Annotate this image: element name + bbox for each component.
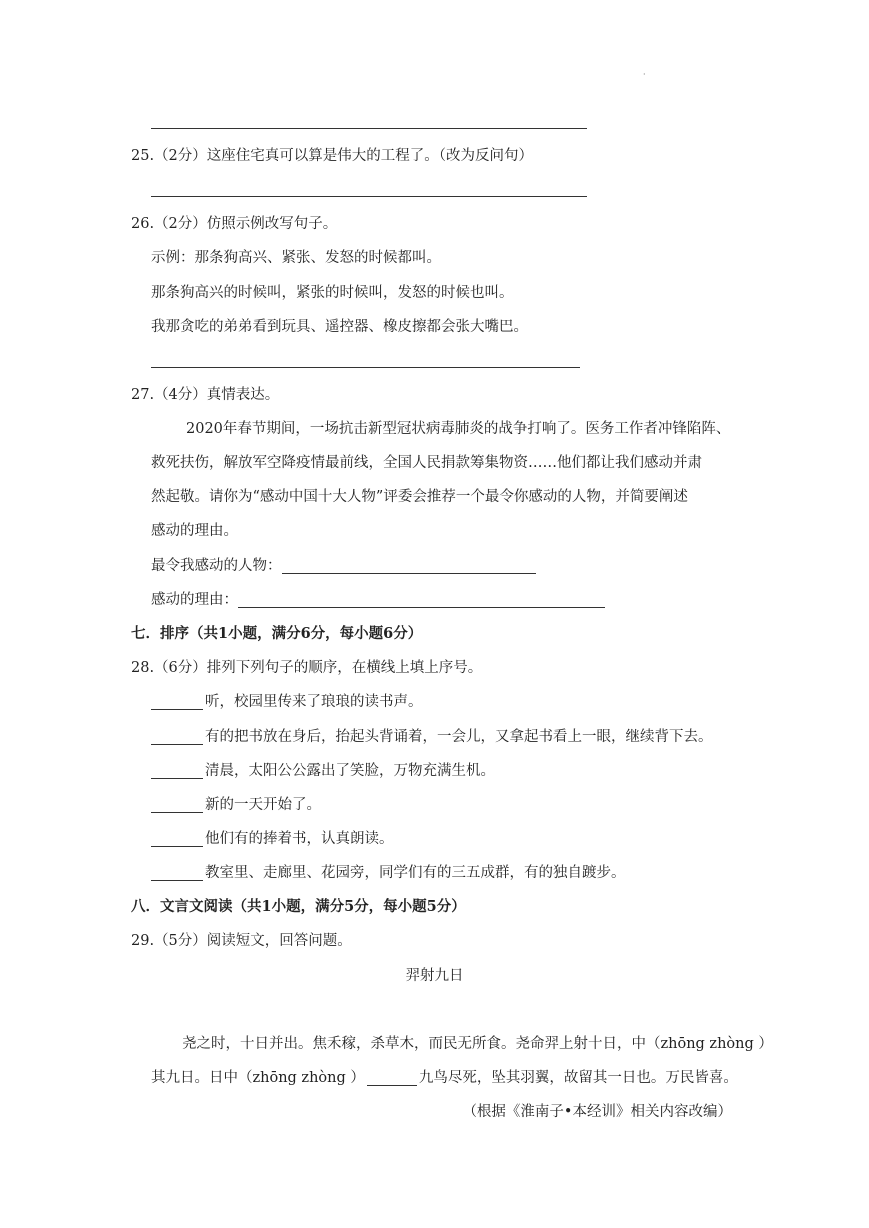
q28-item-text: 清晨，太阳公公露出了笑脸，万物充满生机。: [205, 763, 495, 779]
answer-line-26[interactable]: [151, 367, 580, 368]
q27-paragraph-line2: 救死扶伤，解放军空降疫情最前线，全国人民捐款筹集物资……他们都让我们感动并肃: [151, 455, 702, 471]
q28-item: [151, 727, 713, 747]
q28-item: [151, 829, 394, 849]
question-25: 25.（2分）这座住宅真可以算是伟大的工程了。（改为反问句）: [131, 148, 534, 164]
q27-person-answer-line[interactable]: [282, 557, 536, 574]
q29-line2-end: 九鸟尽死，坠其羽翼，故留其一日也。万民皆喜。: [418, 1070, 738, 1086]
q27-paragraph-line4: 感动的理由。: [151, 523, 238, 539]
q28-item: [151, 761, 495, 781]
q28-item: [151, 863, 626, 883]
q28-item-text: 他们有的捧着书，认真朗读。: [205, 831, 394, 847]
q29-line2-start: 其九日。日中（zhōng zhòng ）: [151, 1070, 365, 1086]
q28-blank[interactable]: [151, 796, 203, 813]
q27-paragraph-line1: 2020年春节期间，一场抗击新型冠状病毒肺炎的战争打响了。医务工作者冲锋陷阵、: [186, 421, 731, 437]
question-28: 28.（6分）排列下列句子的顺序，在横线上填上序号。: [131, 660, 483, 676]
q27-person-row: [151, 556, 536, 576]
q29-blank[interactable]: [367, 1069, 417, 1086]
q28-blank[interactable]: [151, 864, 203, 881]
q28-item-text: 听，校园里传来了琅琅的读书声。: [205, 694, 423, 710]
q26-task: 我那贪吃的弟弟看到玩具、遥控器、橡皮擦都会张大嘴巴。: [151, 319, 528, 335]
q28-item-text: 有的把书放在身后，抬起头背诵着，一会儿，又拿起书看上一眼，继续背下去。: [205, 729, 713, 745]
q27-reason-row: [151, 590, 605, 610]
q28-item-text: 教室里、走廊里、花园旁，同学们有的三五成群，有的独自踱步。: [205, 865, 626, 881]
q28-item-text: 新的一天开始了。: [205, 797, 321, 813]
q29-passage-line2: [151, 1068, 738, 1088]
q27-person-label: 最令我感动的人物：: [151, 558, 282, 574]
question-29: 29.（5分）阅读短文，回答问题。: [131, 933, 352, 949]
q29-passage-line1: 尧之时，十日并出。焦禾稼，杀草木，而民无所食。尧命羿上射十日，中（zhōng zhòng ）: [182, 1036, 773, 1052]
q28-blank[interactable]: [151, 693, 203, 710]
question-27: 27.（4分）真情表达。: [131, 387, 280, 403]
corner-mark: ·: [643, 70, 646, 79]
question-26: 26.（2分）仿照示例改写句子。: [131, 216, 338, 232]
q28-item: [151, 795, 321, 815]
q27-reason-label: 感动的理由：: [151, 592, 238, 608]
q26-example-rewrite: 那条狗高兴的时候叫，紧张的时候叫，发怒的时候也叫。: [151, 285, 514, 301]
q29-source-note: （根据《淮南子•本经训》相关内容改编）: [462, 1104, 732, 1120]
q28-item: [151, 692, 423, 712]
section-7-heading: 七．排序（共1小题，满分6分，每小题6分）: [131, 625, 423, 642]
q29-passage-title: 羿射九日: [405, 968, 464, 984]
q27-reason-answer-line[interactable]: [238, 591, 605, 608]
answer-line-25[interactable]: [151, 196, 587, 197]
section-8-heading: 八．文言文阅读（共1小题，满分5分，每小题5分）: [131, 898, 466, 915]
q28-blank[interactable]: [151, 728, 203, 745]
q28-blank[interactable]: [151, 762, 203, 779]
q28-blank[interactable]: [151, 830, 203, 847]
q27-paragraph-line3: 然起敬。请你为“感动中国十大人物”评委会推荐一个最令你感动的人物，并简要阐述: [151, 489, 688, 505]
answer-line-24[interactable]: [151, 128, 587, 129]
q26-example: 示例：那条狗高兴、紧张、发怒的时候都叫。: [151, 250, 441, 266]
